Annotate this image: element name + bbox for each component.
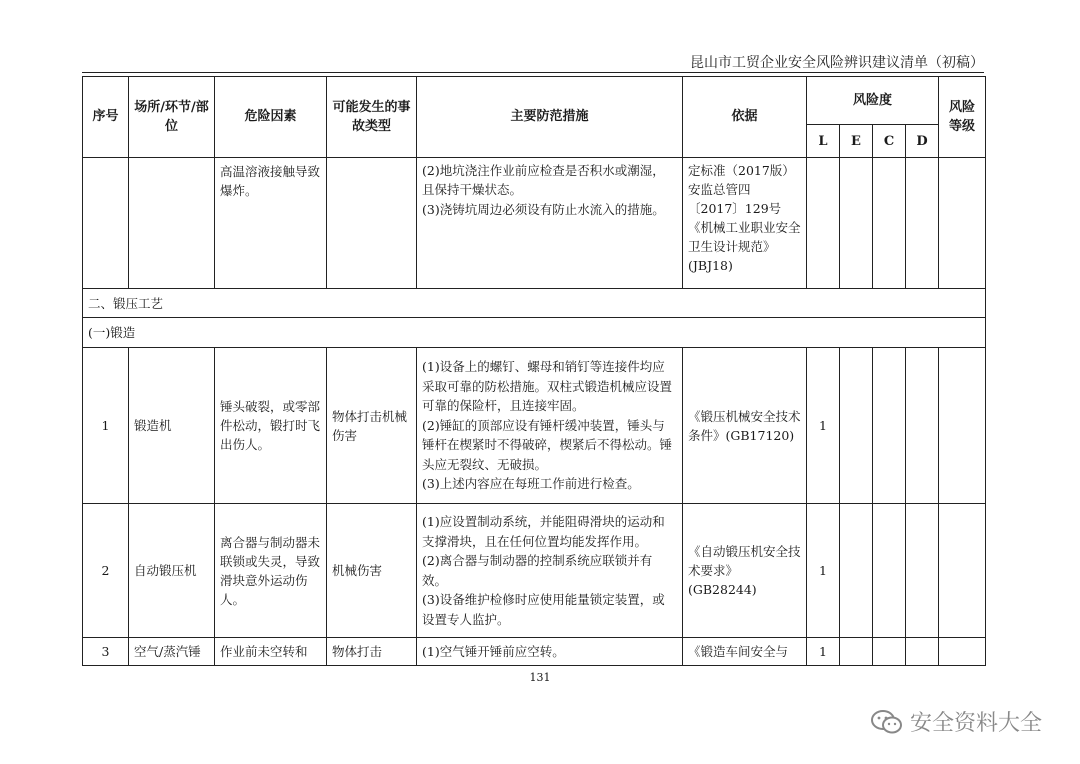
- cell-hazard: 高温溶液接触导致爆炸。: [215, 157, 327, 288]
- cell-location: 锻造机: [129, 347, 215, 504]
- header-hazard: 危险因素: [215, 77, 327, 158]
- header-D: D: [906, 125, 939, 157]
- section-title: 二、锻压工艺: [83, 289, 986, 318]
- cell-basis: 《锻压机械安全技术条件》(GB17120): [683, 347, 807, 504]
- cell-measures: (1)空气锤开锤前应空转。: [417, 637, 683, 665]
- table-row: [83, 347, 986, 504]
- page-number: 131: [529, 671, 551, 684]
- watermark: [870, 706, 1042, 737]
- table-row: [83, 504, 986, 637]
- header-no: 序号: [83, 77, 129, 158]
- document-header-title: 昆山市工贸企业安全风险辨识建议清单（初稿）: [690, 55, 984, 71]
- cell-location: 自动锻压机: [129, 504, 215, 637]
- cell-measures: (1)应设置制动系统，并能阻碍滑块的运动和支撑滑块，且在任何位置均能发挥作用。 (2)离合器与制动器的控制系统应联锁并有效。 (3)设备维护检修时应使用能量锁定装置，或设置专人监护。: [417, 504, 683, 637]
- header-rule: [82, 72, 984, 73]
- cell-accident: 物体打击机械伤害: [327, 347, 417, 504]
- header-accident: 可能发生的事故类型: [327, 77, 417, 158]
- cell-basis: 《自动锻压机安全技术要求》(GB28244): [683, 504, 807, 637]
- subsection-title: (一)锻造: [83, 318, 986, 347]
- header-C: C: [873, 125, 906, 157]
- table-row: [83, 637, 986, 665]
- cell-measures: (1)设备上的螺钉、螺母和销钉等连接件均应采取可靠的防松措施。双柱式锻造机械应设置可靠的保险杆，且连接牢固。 (2)锤缸的顶部应设有锤杆缓冲装置，锤头与锤杆在楔紧时不得破碎，楔紧后不得松动。锤头应无裂纹、无破损。 (3)上述内容应在每班工作前进行检查。: [417, 347, 683, 504]
- cell-no: 2: [83, 504, 129, 637]
- cell-measures: (2)地坑浇注作业前应检查是否积水或潮湿，且保持干燥状态。 (3)浇铸坑周边必须设有防止水流入的措施。: [417, 157, 683, 288]
- cell-basis: 《锻造车间安全与: [683, 637, 807, 665]
- risk-table: [82, 76, 986, 666]
- cell-location: 空气/蒸汽锤: [129, 637, 215, 665]
- cell-L: 1: [807, 504, 840, 637]
- cell-accident: 物体打击: [327, 637, 417, 665]
- header-basis: 依据: [683, 77, 807, 158]
- subsection-row: [83, 318, 986, 347]
- cell-hazard: 锤头破裂，或零部件松动，锻打时飞出伤人。: [215, 347, 327, 504]
- header-L: L: [807, 125, 840, 157]
- header-measures: 主要防范措施: [417, 77, 683, 158]
- cell-no: 3: [83, 637, 129, 665]
- header-E: E: [840, 125, 873, 157]
- header-location: 场所/环节/部位: [129, 77, 215, 158]
- cell-basis: 定标准（2017版）安监总管四〔2017〕129号《机械工业职业安全卫生设计规范》(JBJ18): [683, 157, 807, 288]
- watermark-text: 安全资料大全: [909, 711, 1042, 736]
- cell-L: 1: [807, 637, 840, 665]
- section-row: [83, 289, 986, 318]
- table-row: [83, 157, 986, 288]
- cell-hazard: 离合器与制动器未联锁或失灵，导致滑块意外运动伤人。: [215, 504, 327, 637]
- wechat-icon: [870, 709, 904, 735]
- header-risk-level: 风险等级: [939, 77, 986, 158]
- cell-accident: 机械伤害: [327, 504, 417, 637]
- cell-hazard: 作业前未空转和: [215, 637, 327, 665]
- cell-L: 1: [807, 347, 840, 504]
- header-risk-degree: 风险度: [807, 77, 939, 125]
- cell-no: 1: [83, 347, 129, 504]
